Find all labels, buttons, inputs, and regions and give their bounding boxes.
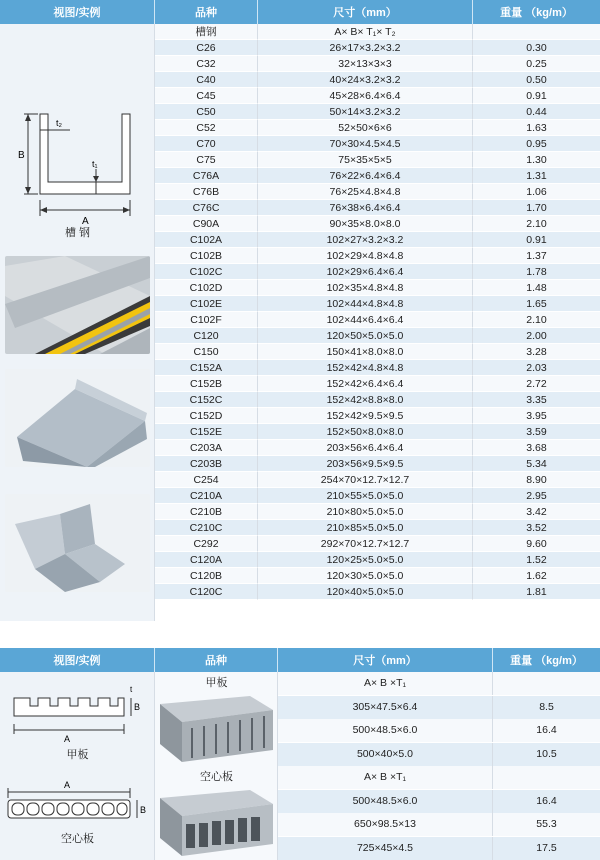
table-row [155,584,600,600]
weight-cell: 8.90 [473,472,600,488]
type-cell: C26 [155,40,258,56]
size-cell: 120×40×5.0×5.0 [258,584,473,600]
size-cell: 120×25×5.0×5.0 [258,552,473,568]
type-cell: C76B [155,184,258,200]
type-cell: C210A [155,488,258,504]
table-header [0,0,600,24]
type-cell: C40 [155,72,258,88]
table-row [155,40,600,56]
deck-panel-diagram-icon [0,676,155,746]
deck-weight-3: 10.5 [493,743,600,766]
hollow-weight-1: 16.4 [493,790,600,813]
hollow-weight-3: 17.5 [493,837,600,860]
type-cell: C120C [155,584,258,600]
weight-cell: 2.10 [473,312,600,328]
hollow-type-label: 空心板 [200,771,233,783]
size-cell: 76×25×4.8×4.8 [258,184,473,200]
table-row [155,440,600,456]
table-row [155,24,600,40]
size-cell: 102×27×3.2×3.2 [258,232,473,248]
dim-t1-label: t₁ [92,159,98,169]
weight-cell: 1.37 [473,248,600,264]
weight-cell: 1.70 [473,200,600,216]
size-cell: 26×17×3.2×3.2 [258,40,473,56]
hollow-dim-b: B [140,805,147,815]
size-cell: 102×29×6.4×6.4 [258,264,473,280]
hollow-caption: 空心板 [61,833,94,845]
weight-cell: 2.00 [473,328,600,344]
hollow-weight-empty [493,766,600,789]
type-cell: C120 [155,328,258,344]
weight-cell: 2.95 [473,488,600,504]
type-cell: C76A [155,168,258,184]
deck-dim-b: B [134,702,141,712]
type-cell: C120B [155,568,258,584]
weight-cell: 3.95 [473,408,600,424]
table-row [155,264,600,280]
deck-dim-t: t [130,685,133,694]
table-row [155,200,600,216]
size-cell: 32×13×3×3 [258,56,473,72]
dim-b-label: B [18,150,25,161]
table-row [155,184,600,200]
table-row [155,472,600,488]
deck-weight-empty [493,672,600,695]
channel-diagram-icon [0,24,155,224]
weight-cell: 1.48 [473,280,600,296]
type-cell: C203A [155,440,258,456]
weight-cell: 1.52 [473,552,600,568]
size-cell: 150×41×8.0×8.0 [258,344,473,360]
channel-rows [155,24,600,600]
deck-caption: 甲板 [66,749,89,761]
type-cell: C102A [155,232,258,248]
weight-cell: 2.10 [473,216,600,232]
type-cell: C152A [155,360,258,376]
type-cell: C70 [155,136,258,152]
weight-cell: 3.68 [473,440,600,456]
size-cell: 102×44×4.8×4.8 [258,296,473,312]
weight-cell: 1.81 [473,584,600,600]
weight-cell: 0.30 [473,40,600,56]
view-column [0,24,155,621]
table-row [155,168,600,184]
weight-cell: 9.60 [473,536,600,552]
size-cell: 203×56×6.4×6.4 [258,440,473,456]
table-row [155,152,600,168]
table-row [155,104,600,120]
table-row [155,280,600,296]
type-cell: C152E [155,424,258,440]
diagram-caption: 槽 钢 [64,227,91,239]
size-cell: 102×44×6.4×6.4 [258,312,473,328]
size-cell: 292×70×12.7×12.7 [258,536,473,552]
header2-view: 视图/实例 [0,648,155,672]
type-cell: C152C [155,392,258,408]
weight-cell: 1.31 [473,168,600,184]
weight-cell: 1.63 [473,120,600,136]
weight-cell: 0.91 [473,88,600,104]
weight-cell: 0.44 [473,104,600,120]
table-row [155,568,600,584]
size-cell: 210×85×5.0×5.0 [258,520,473,536]
type-cell: C203B [155,456,258,472]
table-row [155,536,600,552]
hollow-size-1: 500×48.5×6.0 [278,790,493,813]
deck-panel-photo [160,696,273,762]
type-cell: C152D [155,408,258,424]
size-cell: 203×56×9.5×9.5 [258,456,473,472]
type-cell: C152B [155,376,258,392]
table-row [155,504,600,520]
hollow-size-3: 725×45×4.5 [278,837,493,860]
size-cell: 76×22×6.4×6.4 [258,168,473,184]
dim-a-label: A [82,216,89,224]
type-cell: C210B [155,504,258,520]
size-cell: 102×29×4.8×4.8 [258,248,473,264]
table-row [155,312,600,328]
weight-cell: 0.95 [473,136,600,152]
deck-dim-a: A [64,734,71,744]
type-cell: C210C [155,520,258,536]
size-cell: 210×80×5.0×5.0 [258,504,473,520]
size-cell: 120×50×5.0×5.0 [258,328,473,344]
table-row [155,424,600,440]
header2-size: 尺寸（mm） [278,648,493,672]
table-row [155,344,600,360]
type-cell: C90A [155,216,258,232]
deck-size-2: 500×48.5×6.0 [278,719,493,742]
panel-view-column [0,672,155,860]
type-cell: C50 [155,104,258,120]
table-row [155,456,600,472]
weight-cell: 2.72 [473,376,600,392]
table-row [155,56,600,72]
hollow-panel-diagram-icon [0,776,155,832]
weight-cell: 3.59 [473,424,600,440]
weight-cell: 3.35 [473,392,600,408]
weight-cell: 1.65 [473,296,600,312]
weight-cell: 0.91 [473,232,600,248]
type-cell: C102C [155,264,258,280]
table-row [155,88,600,104]
size-cell: A× B× T₁× T₂ [258,24,473,40]
size-cell: 254×70×12.7×12.7 [258,472,473,488]
header2-type: 品种 [155,648,278,672]
size-cell: 76×38×6.4×6.4 [258,200,473,216]
size-cell: 75×35×5×5 [258,152,473,168]
hollow-weight-2: 55.3 [493,813,600,836]
weight-cell [473,24,600,40]
size-cell: 152×42×9.5×9.5 [258,408,473,424]
type-cell: C102E [155,296,258,312]
header-type: 品种 [155,0,258,24]
hollow-size-2: 650×98.5×13 [278,813,493,836]
header-weight: 重量 （kg/m） [500,7,573,19]
type-cell: C292 [155,536,258,552]
table-row [155,232,600,248]
type-cell: C150 [155,344,258,360]
weight-cell: 0.25 [473,56,600,72]
table-row [155,408,600,424]
channel-photo-yellow [5,256,150,354]
size-cell: 52×50×6×6 [258,120,473,136]
deck-weight-2: 16.4 [493,719,600,742]
table2-header [0,648,600,672]
table-row [155,360,600,376]
size-cell: 90×35×8.0×8.0 [258,216,473,232]
channel-photo-wide [5,369,150,467]
size-cell: 152×42×4.8×4.8 [258,360,473,376]
hollow-dim-a: A [64,780,71,790]
type-cell: C102D [155,280,258,296]
size-cell: 152×42×6.4×6.4 [258,376,473,392]
type-cell: C120A [155,552,258,568]
table-row [155,552,600,568]
weight-cell: 1.62 [473,568,600,584]
header2-weight: 重量 （kg/m） [510,655,583,667]
weight-cell: 2.03 [473,360,600,376]
header-size: 尺寸（mm） [258,0,473,24]
size-cell: 50×14×3.2×3.2 [258,104,473,120]
type-cell: C32 [155,56,258,72]
table-row [155,136,600,152]
weight-cell: 1.78 [473,264,600,280]
size-cell: 45×28×6.4×6.4 [258,88,473,104]
type-cell: C102F [155,312,258,328]
deck-size-3: 500×40×5.0 [278,743,493,766]
hollow-size-header: A× B ×T₁ [278,766,493,789]
table-row [155,72,600,88]
table-row [155,216,600,232]
weight-cell: 1.30 [473,152,600,168]
type-cell: C254 [155,472,258,488]
hollow-panel-photo [160,790,273,856]
deck-type-label: 甲板 [205,677,228,689]
type-cell: C45 [155,88,258,104]
table-row [155,376,600,392]
table-row [155,120,600,136]
type-cell: C102B [155,248,258,264]
size-cell: 120×30×5.0×5.0 [258,568,473,584]
table-row [155,248,600,264]
deck-weight-1: 8.5 [493,696,600,719]
table-row [155,296,600,312]
size-cell: 70×30×4.5×4.5 [258,136,473,152]
table-row [155,520,600,536]
weight-cell: 3.28 [473,344,600,360]
table-row [155,392,600,408]
size-cell: 152×42×8.8×8.0 [258,392,473,408]
deck-size-header: A× B ×T₁ [278,672,493,695]
type-cell: 槽钢 [155,24,258,40]
weight-cell: 3.42 [473,504,600,520]
type-cell: C75 [155,152,258,168]
weight-cell: 3.52 [473,520,600,536]
weight-cell: 0.50 [473,72,600,88]
size-cell: 102×35×4.8×4.8 [258,280,473,296]
type-cell: C76C [155,200,258,216]
deck-size-1: 305×47.5×6.4 [278,696,493,719]
weight-cell: 1.06 [473,184,600,200]
size-cell: 210×55×5.0×5.0 [258,488,473,504]
size-cell: 40×24×3.2×3.2 [258,72,473,88]
type-cell: C52 [155,120,258,136]
table-row [155,488,600,504]
panel-table [0,648,600,860]
weight-cell: 5.34 [473,456,600,472]
size-cell: 152×50×8.0×8.0 [258,424,473,440]
header-view: 视图/实例 [0,0,155,24]
hat-profile-photo [5,494,150,592]
dim-t2-label: t₂ [56,118,62,128]
table-row [155,328,600,344]
